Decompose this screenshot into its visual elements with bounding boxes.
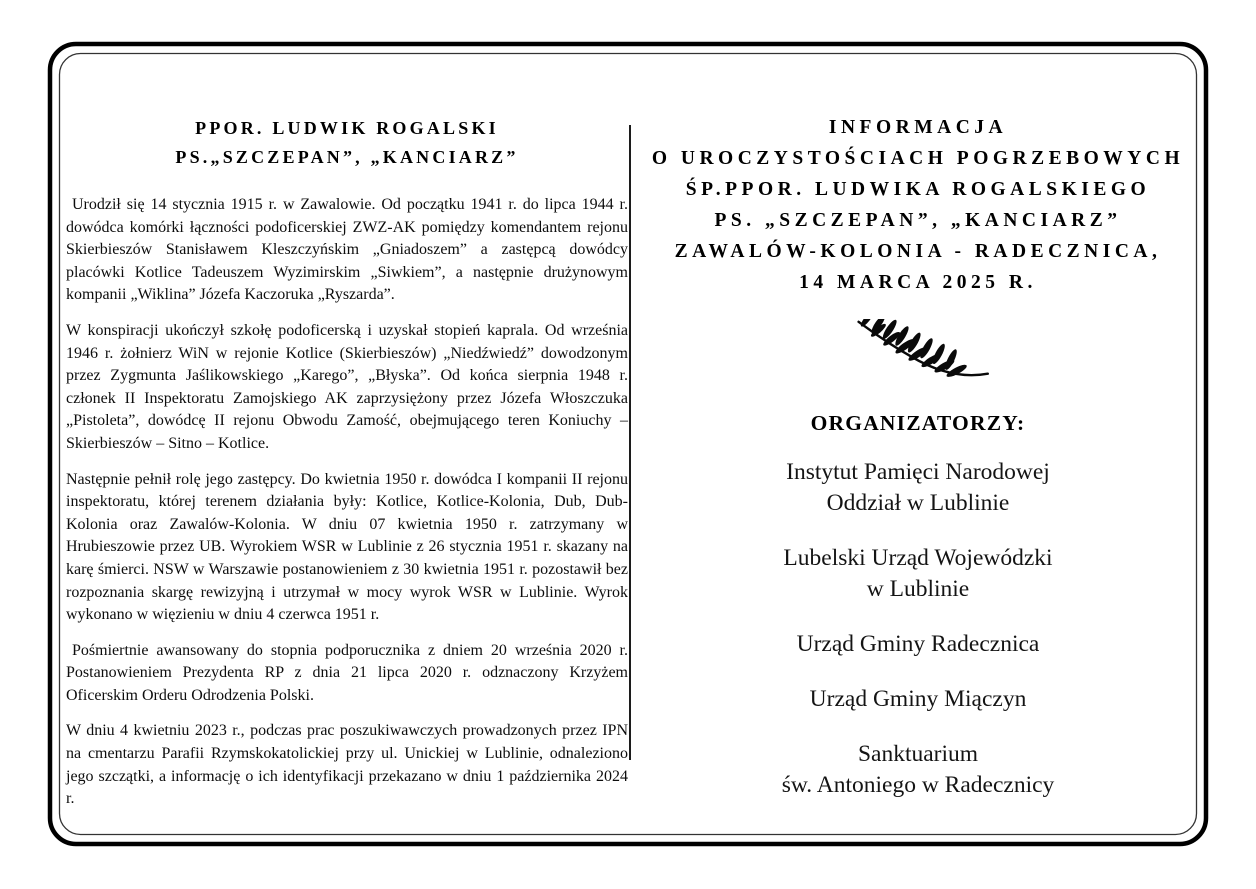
- column-divider: [629, 125, 631, 760]
- organizer-line: św. Antoniego w Radecznicy: [781, 772, 1055, 798]
- organizer-line: Sanktuarium: [857, 741, 979, 767]
- organizer-line: Lubelski Urząd Wojewódzki: [783, 545, 1053, 571]
- organizer-line: Urząd Gminy Miączyn: [809, 686, 1027, 712]
- organizers-heading: ORGANIZATORZY:: [810, 411, 1026, 435]
- organizers-list: [640, 457, 1196, 801]
- organizer-item: [640, 684, 1196, 715]
- biography-paragraph: Następnie pełnił rolę jego zastępcy. Do kwietnia 1950 r. dowódca I kompanii II rejonu inspektoratu, której terenem działania były: Kotlice, Kotlice-Kolonia, Dub, Dub-Kolonia oraz Zawalów-Kolonia. W dniu 07 kwietnia 1950 r. zatrzymany w Hrubieszowie przez UB. Wyrokiem WSR w Lublinie z 26 stycznia 1951 r. skazany na karę śmierci. NSW w Warszawie postanowieniem z 30 kwietnia 1951 r. pozostawił bez rozpoznania skargę rewizyjną i utrzymał w mocy wyrok WSR w Lublinie. Wyrok wykonano w więzieniu w dniu 4 czerwca 1951 r.: [66, 470, 628, 624]
- laurel-branch-icon: [843, 319, 993, 385]
- organizer-line: Instytut Pamięci Narodowej: [786, 459, 1050, 485]
- organizer-item: [640, 629, 1196, 660]
- organizer-item: [640, 739, 1196, 801]
- announcement-title-line: INFORMACJA: [828, 117, 1008, 138]
- organizer-line: w Lublinie: [866, 576, 970, 602]
- announcement-title-line: PS. „SZCZEPAN”, „KANCIARZ”: [714, 210, 1122, 231]
- biography-title-line: PS.„SZCZEPAN”, „KANCIARZ”: [175, 147, 519, 167]
- announcement-column: [640, 112, 1196, 825]
- organizer-item: [640, 457, 1196, 519]
- organizer-line: Oddział w Lublinie: [826, 490, 1010, 516]
- announcement-title-line: 14 MARCA 2025 R.: [799, 272, 1037, 293]
- biography-title: [66, 114, 628, 172]
- announcement-title: [640, 112, 1196, 298]
- biography-paragraph: W konspiracji ukończył szkołę podoficerską i uzyskał stopień kaprala. Od września 1946 r. żołnierz WiN w rejonie Kotlice (Skierbieszów) „Niedźwiedź” dowodzonym przez Zygmunta Jaślikowskiego „Karego”, „Błyska”. Od końca sierpnia 1948 r. członek II Inspektoratu Zamojskiego AK zaprzysiężony przez Józefa Włoszczuka „Pistoleta”, dowódcę II rejonu Obwodu Zamość, obejmującego teren Koniuchy – Skierbieszów – Sitno – Kotlice.: [66, 321, 628, 452]
- organizer-item: [640, 543, 1196, 605]
- biography-text: [66, 194, 628, 811]
- biography-paragraph: W dniu 4 kwietniu 2023 r., podczas prac poszukiwawczych prowadzonych przez IPN na cmentarzu Parafii Rzymskokatolickiej przy ul. Unickiej w Lublinie, odnaleziono jego szczątki, a informację o ich identyfikacji przekazano w dniu 1 października 2024 r.: [66, 722, 628, 808]
- organizer-line: Urząd Gminy Radecznica: [796, 631, 1040, 657]
- biography-paragraph: Pośmiertnie awansowany do stopnia podporucznika z dniem 20 września 2020 r. Postanowieniem Prezydenta RP z dnia 21 lipca 2020 r. odznaczony Krzyżem Oficerskim Orderu Odrodzenia Polski.: [66, 641, 628, 704]
- biography-paragraph: Urodził się 14 stycznia 1915 r. w Zawalowie. Od początku 1941 r. do lipca 1944 r. dowódca komórki łączności podoficerskiej ZWZ-AK pomiędzy komendantem rejonu Skierbieszów Stanisławem Kleszczyńskim „Gniadoszem” a zastępcą dowódcy placówki Kotlice Tadeuszem Wyzimirskim „Siwkiem”, a następnie drużynowym kompanii „Wiklina” Józefa Kaczoruka „Ryszarda”.: [66, 196, 628, 304]
- biography-column: [66, 114, 628, 824]
- announcement-title-line: O UROCZYSTOŚCIACH POGRZEBOWYCH: [651, 148, 1185, 169]
- biography-title-line: PPOR. LUDWIK ROGALSKI: [195, 118, 499, 138]
- announcement-title-line: ŚP.PPOR. LUDWIKA ROGALSKIEGO: [685, 179, 1151, 200]
- announcement-title-line: ZAWALÓW-KOLONIA - RADECZNICA,: [674, 241, 1162, 262]
